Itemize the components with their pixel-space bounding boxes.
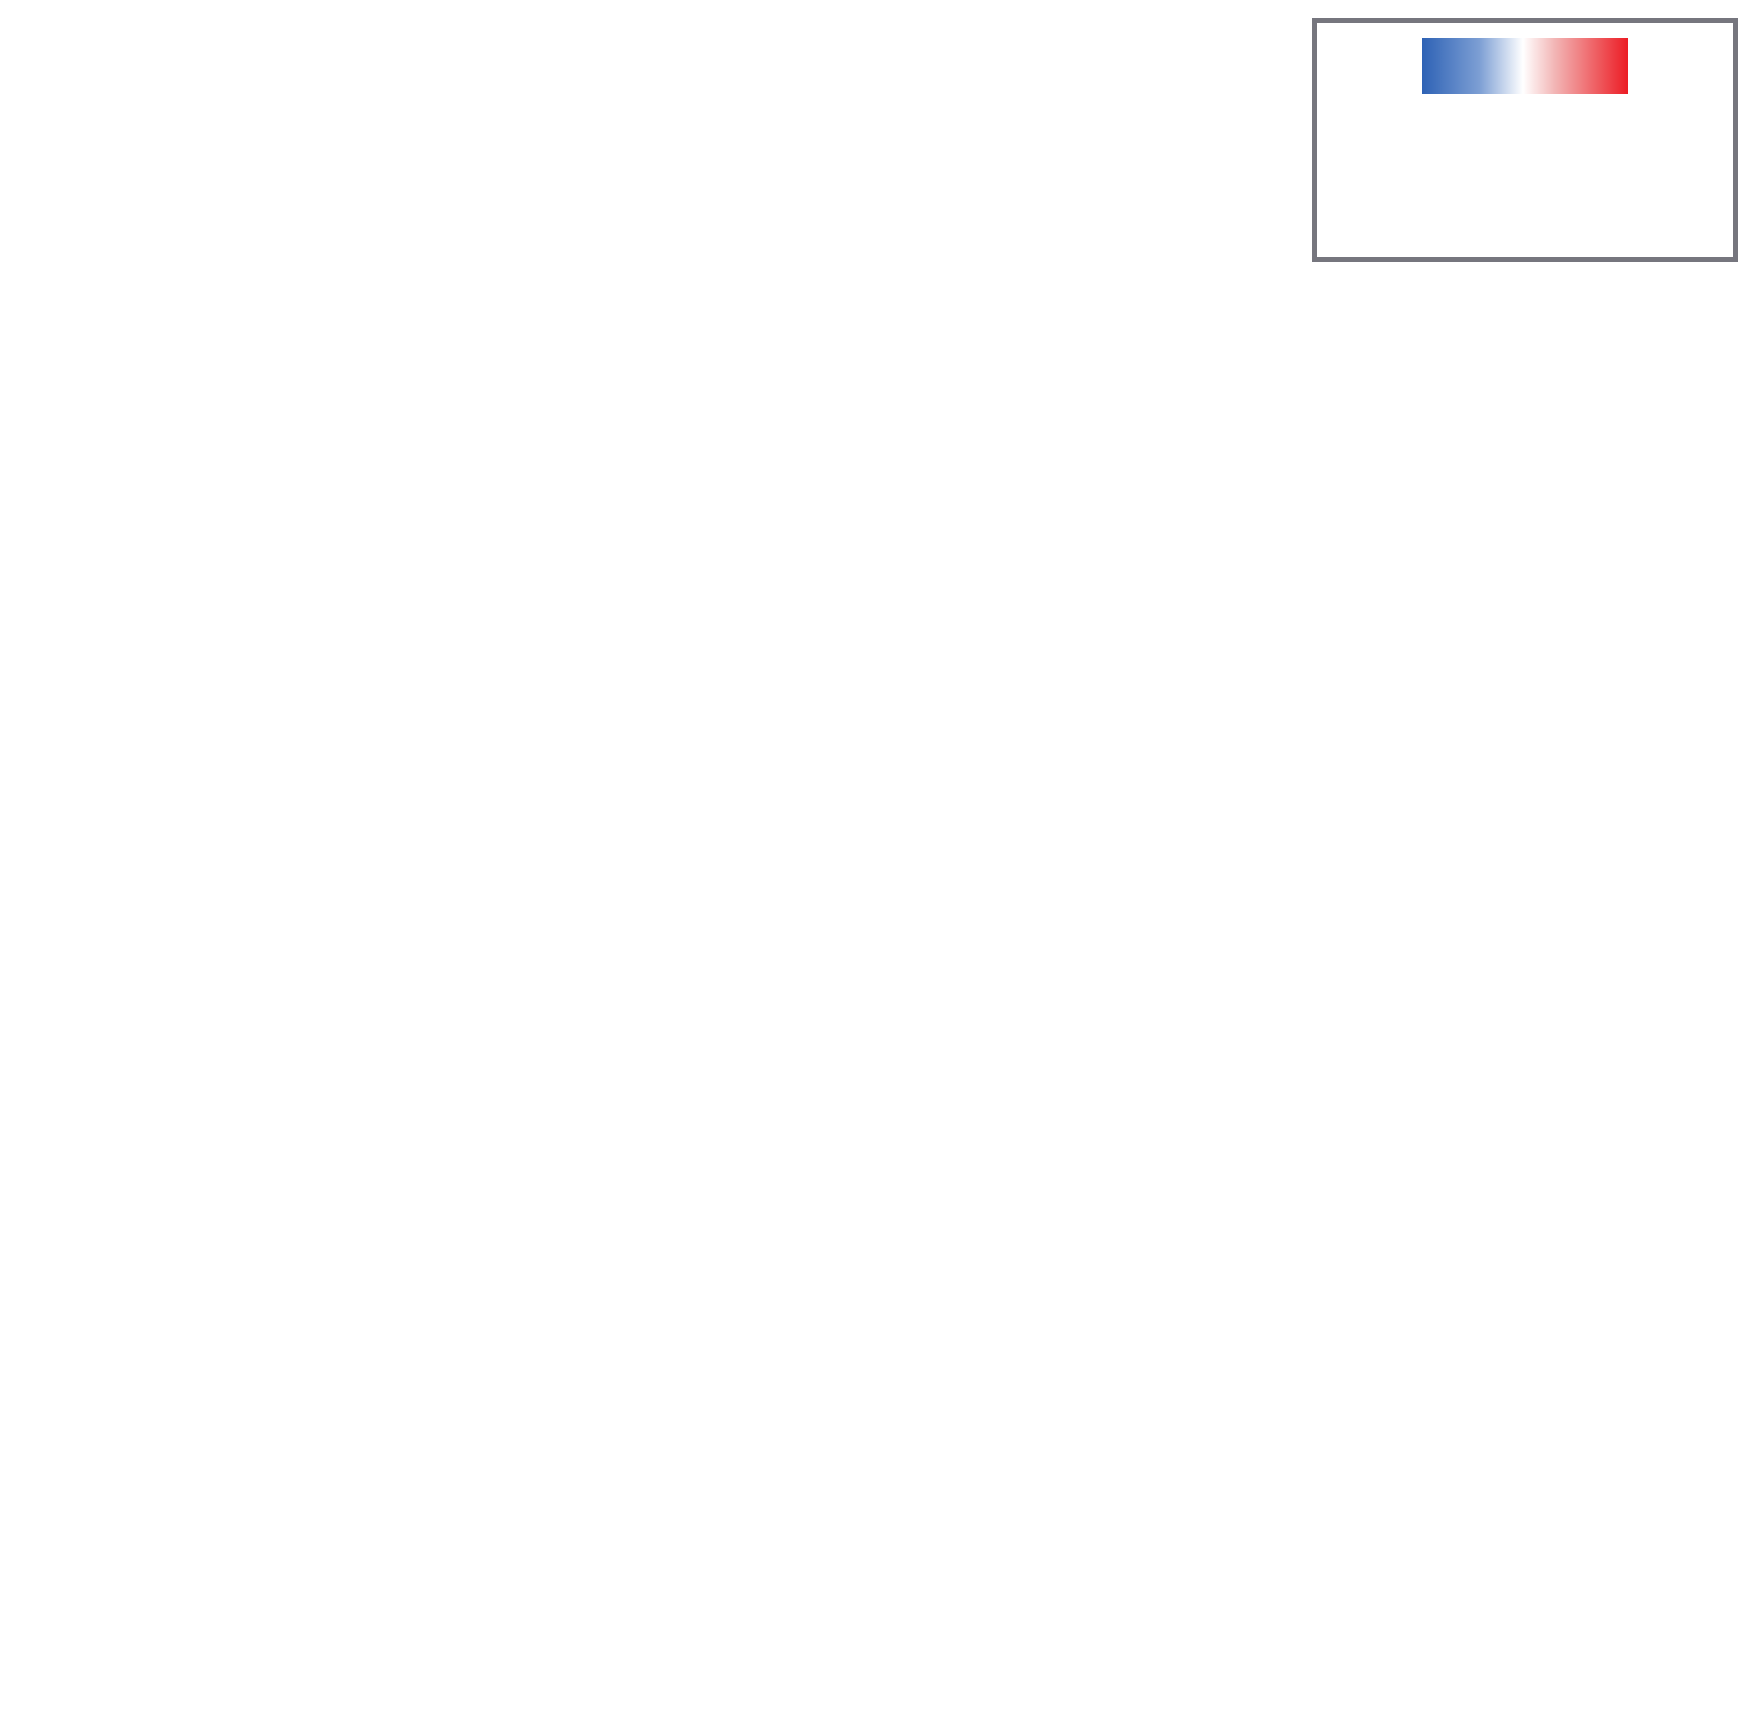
legend-gradient-bar [1422, 38, 1628, 94]
legend [1312, 18, 1738, 262]
